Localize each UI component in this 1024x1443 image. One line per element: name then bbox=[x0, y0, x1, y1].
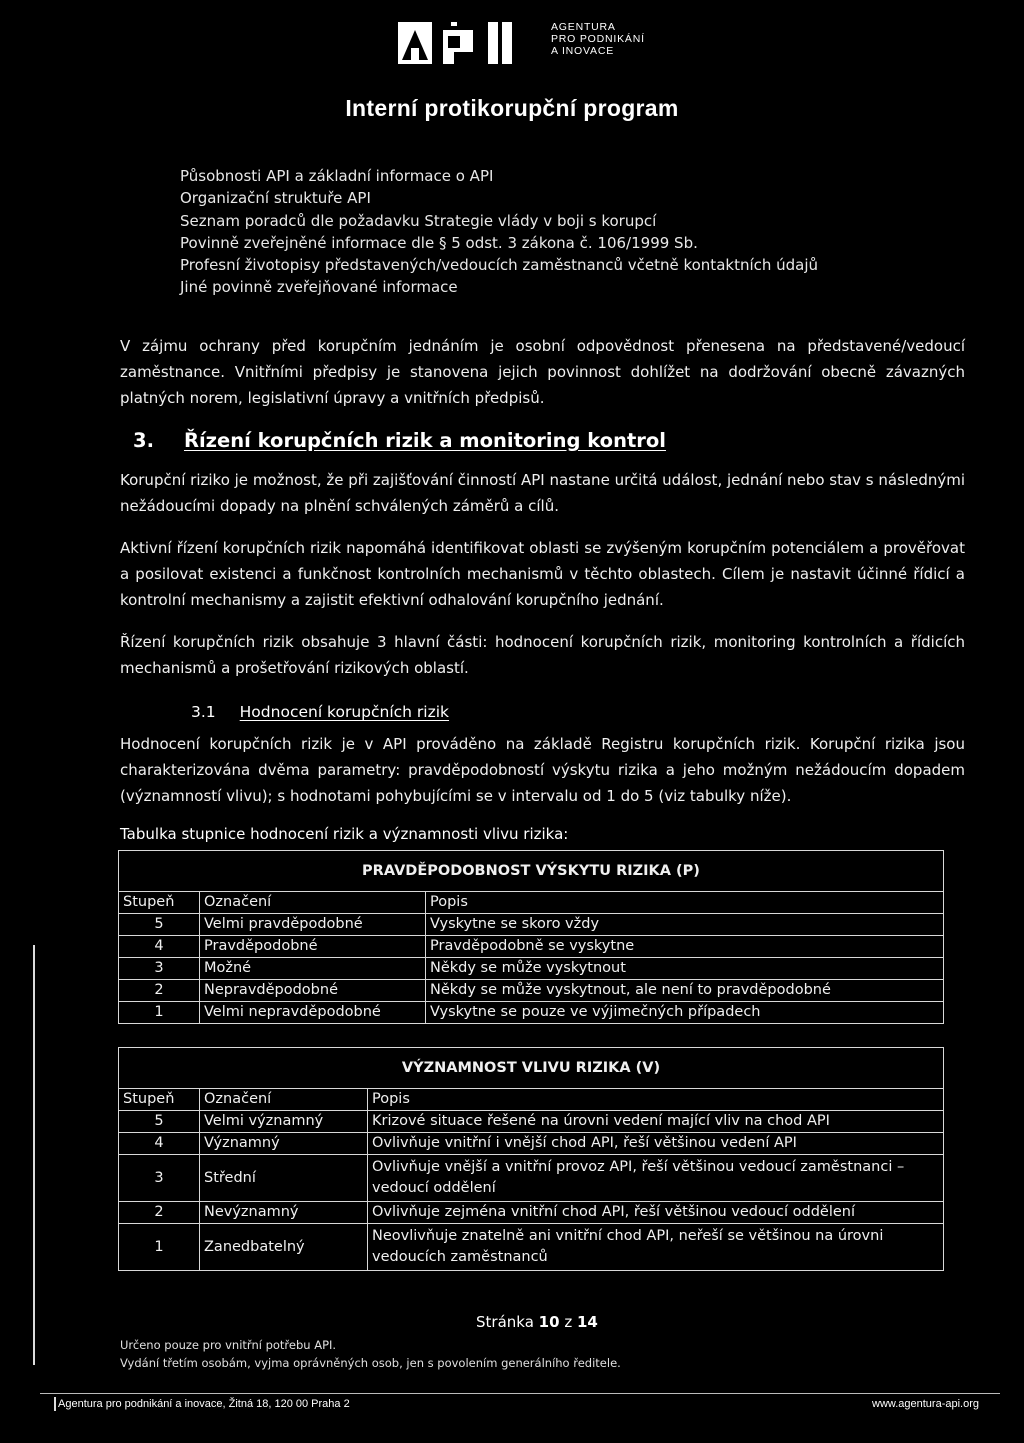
section-3-paragraph: Řízení korupčních rizik obsahuje 3 hlavní části: hodnocení korupčních rizik, monitoring kontrolních a řídicích mechanismů a prošetřování rizikových oblastí. bbox=[120, 633, 965, 677]
column-header: Označení bbox=[200, 1089, 368, 1111]
table-row bbox=[119, 936, 944, 958]
logo-text: AGENTURA PRO PODNIKÁNÍ A INOVACE bbox=[551, 21, 645, 57]
table-cell: Vyskytne se skoro vždy bbox=[426, 914, 944, 936]
table-cell: 3 bbox=[119, 958, 200, 980]
column-header: Stupeň bbox=[119, 892, 200, 914]
table-cell: Možné bbox=[200, 958, 426, 980]
footer-marker bbox=[54, 1397, 56, 1411]
table-cell: Velmi nepravděpodobné bbox=[200, 1002, 426, 1024]
page-current: 10 bbox=[538, 1313, 560, 1331]
table-cell: Velmi významný bbox=[200, 1111, 368, 1133]
table-cell: Pravděpodobně se vyskytne bbox=[426, 936, 944, 958]
section-3-heading bbox=[133, 429, 666, 452]
table-cell: Někdy se může vyskytnout bbox=[426, 958, 944, 980]
table-cell: 4 bbox=[119, 1133, 200, 1155]
table-heading: PRAVDĚPODOBNOST VÝSKYTU RIZIKA (P) bbox=[119, 851, 944, 892]
footer-note: Vydání třetím osobám, vyjma oprávněných osob, jen s povolením generálního ředitele. bbox=[120, 1356, 621, 1370]
table-cell: 5 bbox=[119, 1111, 200, 1133]
toc-list bbox=[180, 165, 818, 299]
table-cell: Krizové situace řešené na úrovni vedení mající vliv na chod API bbox=[368, 1111, 944, 1133]
column-header: Popis bbox=[426, 892, 944, 914]
footer-divider bbox=[40, 1393, 1000, 1394]
toc-item: Seznam poradců dle požadavku Strategie vlády v boji s korupcí bbox=[180, 211, 657, 230]
section-title: Řízení korupčních rizik a monitoring kontrol bbox=[183, 429, 666, 452]
toc-item: Jiné povinně zveřejňované informace bbox=[180, 278, 458, 297]
toc-item: Organizační struktuře API bbox=[180, 189, 371, 208]
section-3-paragraph: Korupční riziko je možnost, že při zajišťování činností API nastane určitá událost, jednání nebo stav s následnými nežádoucími dopady na plnění schválených záměrů a cílů. bbox=[120, 471, 965, 515]
section-3-1-paragraph: Hodnocení korupčních rizik je v API prováděno na základě Registru korupčních rizik. Korupční rizika jsou charakterizována dvěma parametry: pravděpodobností výskytu rizika a jeho možným nežádoucím dopadem (významností vlivu); s hodnotami pohybujícími se v intervalu od 1 do 5 (viz tabulky níže). bbox=[120, 735, 965, 805]
impact-table bbox=[118, 1047, 944, 1271]
table-row bbox=[119, 1224, 944, 1271]
api-logo-icon bbox=[398, 22, 538, 64]
table-row bbox=[119, 1111, 944, 1133]
table-cell: 3 bbox=[119, 1155, 200, 1202]
page-total: 14 bbox=[576, 1313, 598, 1331]
intro-paragraph: V zájmu ochrany před korupčním jednáním je osobní odpovědnost přenesena na představené/vedoucí zaměstnance. Vnitřními předpisy je stanovena jejich povinnost dohlížet na dodržování obecně závazných platných norem, legislativní úpravy a vnitřních předpisů. bbox=[120, 337, 965, 407]
table-cell: 1 bbox=[119, 1224, 200, 1271]
table-cell: 4 bbox=[119, 936, 200, 958]
footer-note: Určeno pouze pro vnitřní potřebu API. bbox=[120, 1338, 337, 1352]
column-header: Stupeň bbox=[119, 1089, 200, 1111]
page-separator: z bbox=[564, 1313, 573, 1331]
footer-address: Agentura pro podnikání a inovace, Žitná 18, 120 00 Praha 2 bbox=[58, 1398, 350, 1410]
table-cell: Střední bbox=[200, 1155, 368, 1202]
toc-item: Profesní životopisy představených/vedoucích zaměstnanců včetně kontaktních údajů bbox=[180, 256, 819, 275]
table-cell: Pravděpodobné bbox=[200, 936, 426, 958]
table-row bbox=[119, 1155, 944, 1202]
table-row bbox=[119, 1133, 944, 1155]
table-row bbox=[119, 958, 944, 980]
table-cell: Ovlivňuje zejména vnitřní chod API, řeší většinou vedoucí oddělení bbox=[368, 1202, 944, 1224]
table-row bbox=[119, 914, 944, 936]
table-cell: 2 bbox=[119, 1202, 200, 1224]
table-row bbox=[119, 1002, 944, 1024]
table-cell: Ovlivňuje vnější a vnitřní provoz API, řeší většinou vedoucí zaměstnanci – vedoucí oddělení bbox=[368, 1155, 944, 1202]
table-row bbox=[119, 1202, 944, 1224]
subsection-number: 3.1 bbox=[191, 703, 216, 721]
table-cell: Někdy se může vyskytnout, ale není to pravděpodobné bbox=[426, 980, 944, 1002]
table-heading: VÝZNAMNOST VLIVU RIZIKA (V) bbox=[119, 1048, 944, 1089]
page-number bbox=[476, 1313, 598, 1331]
section-3-1-heading bbox=[191, 703, 449, 721]
section-number: 3. bbox=[133, 429, 154, 452]
page-title: Interní protikorupční program bbox=[345, 95, 679, 121]
table-cell: Ovlivňuje vnitřní i vnější chod API, řeší většinou vedení API bbox=[368, 1133, 944, 1155]
footer-website: www.agentura-api.org bbox=[872, 1398, 980, 1410]
subsection-title: Hodnocení korupčních rizik bbox=[239, 703, 450, 721]
table-caption: Tabulka stupnice hodnocení rizik a významnosti vlivu rizika: bbox=[120, 825, 569, 843]
section-3-paragraph: Aktivní řízení korupčních rizik napomáhá identifikovat oblasti se zvýšeným korupčním potenciálem a prověřovat a posilovat existenci a funkčnost kontrolních mechanismů v těchto oblastech. Cílem je nastavit účinné řídicí a kontrolní mechanismy a zajistit efektivní odhalování korupčního jednání. bbox=[120, 539, 965, 609]
table-cell: Významný bbox=[200, 1133, 368, 1155]
table-cell: Nepravděpodobné bbox=[200, 980, 426, 1002]
table-cell: Nevýznamný bbox=[200, 1202, 368, 1224]
toc-item: Povinně zveřejněné informace dle § 5 odst. 3 zákona č. 106/1999 Sb. bbox=[180, 233, 698, 252]
table-cell: Velmi pravděpodobné bbox=[200, 914, 426, 936]
column-header: Označení bbox=[200, 892, 426, 914]
page-prefix: Stránka bbox=[476, 1313, 534, 1331]
table-cell: 1 bbox=[119, 1002, 200, 1024]
table-cell: 2 bbox=[119, 980, 200, 1002]
table-cell: Neovlivňuje znatelně ani vnitřní chod API, neřeší se většinou na úrovni vedoucích zaměstnanců bbox=[368, 1224, 944, 1271]
column-header: Popis bbox=[368, 1089, 944, 1111]
table-cell: 5 bbox=[119, 914, 200, 936]
table-row bbox=[119, 980, 944, 1002]
table-cell: Zanedbatelný bbox=[200, 1224, 368, 1271]
table-cell: Vyskytne se pouze ve výjimečných případech bbox=[426, 1002, 944, 1024]
toc-item: Působnosti API a základní informace o API bbox=[180, 167, 494, 185]
probability-table bbox=[118, 850, 944, 1024]
left-margin-rule bbox=[33, 945, 35, 1365]
